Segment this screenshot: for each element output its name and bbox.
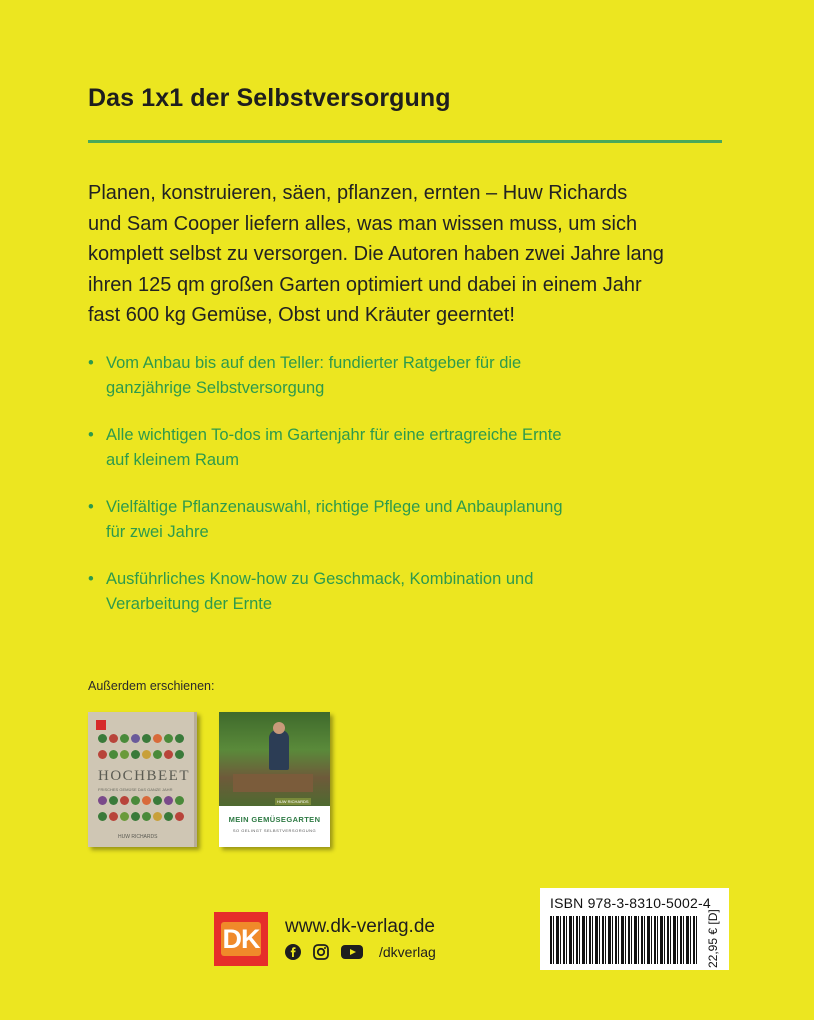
dk-logo-text: DK: [222, 924, 260, 954]
publisher-url[interactable]: www.dk-verlag.de: [285, 916, 435, 937]
book-author-label: HUW RICHARDS: [277, 799, 309, 804]
youtube-icon[interactable]: [341, 944, 363, 960]
intro-line: komplett selbst zu versorgen. Die Autoren haben zwei Jahre lang: [88, 243, 664, 265]
intro-paragraph: [88, 178, 738, 331]
feature-item: • Vom Anbau bis auf den Teller: fundierter Ratgeber für die ganzjährige Selbstversorgung: [88, 351, 728, 400]
vegetable-illustrations: [98, 734, 188, 764]
instagram-icon[interactable]: [313, 944, 329, 960]
title-divider: [88, 140, 722, 143]
facebook-icon[interactable]: [285, 944, 301, 960]
isbn-number: ISBN 978-3-8310-5002-4: [550, 895, 711, 911]
book-cover-hochbeet[interactable]: [88, 712, 197, 847]
feature-item: • Alle wichtigen To-dos im Gartenjahr für eine ertragreiche Ernte auf kleinem Raum: [88, 423, 728, 472]
intro-line: und Sam Cooper liefern alles, was man wissen muss, um sich: [88, 212, 638, 235]
social-handle[interactable]: /dkverlag: [379, 944, 436, 960]
book-author: HUW RICHARDS: [118, 834, 158, 840]
feature-item: • Vielfältige Pflanzenauswahl, richtige Pflege und Anbauplanung für zwei Jahre: [88, 495, 728, 544]
also-published-label: Außerdem erschienen:: [88, 679, 215, 693]
isbn-barcode-box: [540, 888, 729, 970]
page-title: Das 1x1 der Selbstversorgung: [88, 84, 451, 112]
book-subtitle: FRISCHES GEMÜSE DAS GANZE JAHR: [98, 787, 173, 792]
intro-line: Planen, konstruieren, säen, pflanzen, ernten – Huw Richards: [88, 182, 628, 204]
book-title: HOCHBEET: [98, 768, 190, 784]
bullet-icon: •: [88, 354, 94, 372]
intro-line: ihren 125 qm großen Garten optimiert und dabei in einem Jahr: [88, 273, 642, 296]
bullet-icon: •: [88, 570, 94, 588]
social-links: [285, 944, 436, 960]
dk-logo: [214, 912, 268, 966]
book-subtitle: SO GELINGT SELBSTVERSORGUNG: [232, 828, 317, 833]
dk-mini-logo: [96, 720, 106, 730]
garden-bed: [233, 774, 313, 792]
vegetable-illustrations: [98, 796, 188, 826]
barcode: [550, 916, 698, 964]
garden-photo: [219, 712, 330, 806]
intro-line: fast 600 kg Gemüse, Obst und Kräuter geerntet!: [88, 304, 515, 326]
bullet-icon: •: [88, 498, 94, 516]
person-head: [273, 722, 285, 734]
feature-list: [88, 351, 728, 639]
book-title: MEIN GEMÜSEGARTEN: [228, 815, 321, 824]
book-cover-mein-gemuesegarten[interactable]: [219, 712, 330, 847]
feature-item: • Ausführliches Know-how zu Geschmack, Kombination und Verarbeitung der Ernte: [88, 567, 728, 616]
person-figure: [269, 730, 289, 770]
price-label: 22,95 € [D]: [706, 909, 720, 968]
bullet-icon: •: [88, 426, 94, 444]
